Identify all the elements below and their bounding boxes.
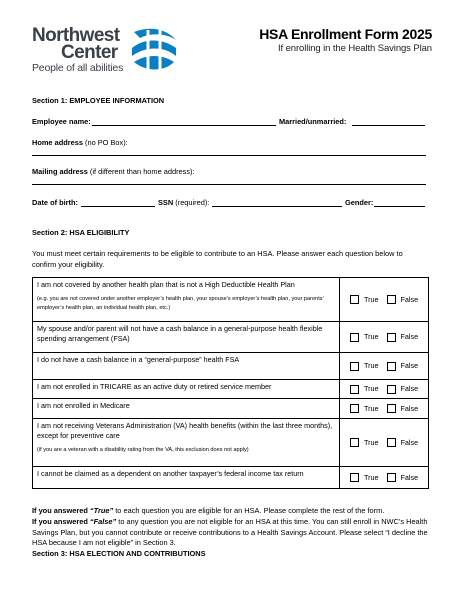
true-checkbox[interactable] — [350, 404, 359, 413]
question-text: I do not have a cash balance in a “general-purpose” health FSA — [37, 355, 240, 364]
false-checkbox[interactable] — [387, 404, 396, 413]
true-checkbox[interactable] — [350, 333, 359, 342]
gender-field[interactable] — [374, 206, 425, 207]
question-text: I am not enrolled in Medicare — [37, 401, 130, 410]
question-text: My spouse and/or parent will not have a cash balance in a general-purpose health flexible spending arrangement (FSA) — [37, 324, 323, 343]
gender-label: Gender: — [345, 198, 374, 207]
ssn-label: SSN (required): — [158, 198, 210, 207]
employee-name-label: Employee name: — [32, 117, 91, 126]
answer-cell — [340, 399, 429, 419]
home-address-label: Home address (no PO Box): — [32, 138, 128, 147]
answer-true-instructions: If you answered “True” to each question you are eligible for an HSA. Please complete the rest of the form. — [32, 506, 385, 515]
false-checkbox[interactable] — [387, 385, 396, 394]
eligibility-row — [33, 322, 429, 353]
false-checkbox[interactable] — [387, 473, 396, 482]
answer-false-instructions: If you answered “False” to any question you are not eligible for an HSA at this time. You can still enroll in NWC’s Health Savings Plan, but you cannot contribute or receive contributions to a Health Savings Account. Please select “I decline the HSA because I am not eligible” in Section 3. — [32, 517, 428, 547]
eligibility-row — [33, 467, 429, 489]
question-cell — [33, 380, 340, 399]
question-text: I am not enrolled in TRICARE as an active duty or retired service member — [37, 382, 272, 391]
section2-heading: Section 2: HSA ELIGIBILITY — [32, 228, 130, 237]
employee-name-field[interactable] — [92, 125, 276, 126]
logo-text-center: Center — [61, 42, 118, 63]
question-cell — [33, 467, 340, 489]
answer-cell — [340, 322, 429, 353]
mailing-address-label: Mailing address (if different than home address): — [32, 167, 195, 176]
answer-cell — [340, 467, 429, 489]
question-cell — [33, 353, 340, 380]
true-label: True — [364, 332, 379, 342]
false-label: False — [400, 437, 419, 447]
true-label: True — [364, 437, 379, 447]
mailing-address-field[interactable] — [32, 184, 426, 185]
false-label: False — [400, 403, 419, 413]
false-checkbox[interactable] — [387, 295, 396, 304]
false-label: False — [400, 332, 419, 342]
eligibility-row — [33, 419, 429, 467]
ssn-field[interactable] — [212, 206, 342, 207]
question-text: I cannot be claimed as a dependent on another taxpayer’s federal income tax return — [37, 469, 304, 478]
married-label: Married/unmarried: — [279, 117, 347, 126]
question-cell — [33, 322, 340, 353]
true-checkbox[interactable] — [350, 362, 359, 371]
true-label: True — [364, 294, 379, 304]
answer-cell — [340, 419, 429, 467]
false-label: False — [400, 472, 419, 482]
true-label: True — [364, 403, 379, 413]
true-checkbox[interactable] — [350, 295, 359, 304]
true-checkbox[interactable] — [350, 473, 359, 482]
question-cell — [33, 399, 340, 419]
false-checkbox[interactable] — [387, 438, 396, 447]
true-checkbox[interactable] — [350, 385, 359, 394]
dob-label: Date of birth: — [32, 198, 78, 207]
question-cell — [33, 278, 340, 322]
false-checkbox[interactable] — [387, 333, 396, 342]
eligibility-row — [33, 380, 429, 399]
form-title: HSA Enrollment Form 2025 — [259, 26, 432, 42]
eligibility-row — [33, 399, 429, 419]
false-label: False — [400, 361, 419, 371]
question-note: (if you are a veteran with a disability rating from the VA, this exclusion does not apply) — [37, 447, 249, 453]
northwest-center-logo-mark — [128, 26, 180, 74]
true-label: True — [364, 361, 379, 371]
dob-field[interactable] — [81, 206, 155, 207]
question-cell — [33, 419, 340, 467]
true-label: True — [364, 472, 379, 482]
form-subtitle: If enrolling in the Health Savings Plan — [277, 43, 432, 54]
false-label: False — [400, 294, 419, 304]
question-text: I am not receiving Veterans Administration (VA) health benefits (within the last three months), except for preventive care — [37, 421, 333, 440]
answer-cell — [340, 278, 429, 322]
section3-heading: Section 3: HSA ELECTION AND CONTRIBUTIONS — [32, 549, 206, 558]
false-checkbox[interactable] — [387, 362, 396, 371]
section2-intro: You must meet certain requirements to be eligible to contribute to an HSA. Please answer each question below to confirm your eligibility. — [32, 249, 403, 269]
answer-cell — [340, 380, 429, 399]
false-label: False — [400, 384, 419, 394]
answer-cell — [340, 353, 429, 380]
logo-tagline: People of all abilities — [32, 62, 124, 74]
eligibility-row — [33, 278, 429, 322]
question-note: (e.g. you are not covered under another employer’s health plan, your spouse’s employer’s health plan, your parents’ employer’s health plan, an individual health plan, etc.) — [37, 296, 324, 311]
logo-text-northwest: Northwest — [32, 25, 120, 46]
eligibility-row — [33, 353, 429, 380]
question-text: I am not covered by another health plan that is not a High Deductible Health Plan — [37, 280, 295, 289]
true-checkbox[interactable] — [350, 438, 359, 447]
true-label: True — [364, 384, 379, 394]
section1-heading: Section 1: EMPLOYEE INFORMATION — [32, 96, 165, 105]
eligibility-table — [32, 277, 429, 489]
home-address-field[interactable] — [32, 155, 426, 156]
married-field[interactable] — [352, 125, 425, 126]
